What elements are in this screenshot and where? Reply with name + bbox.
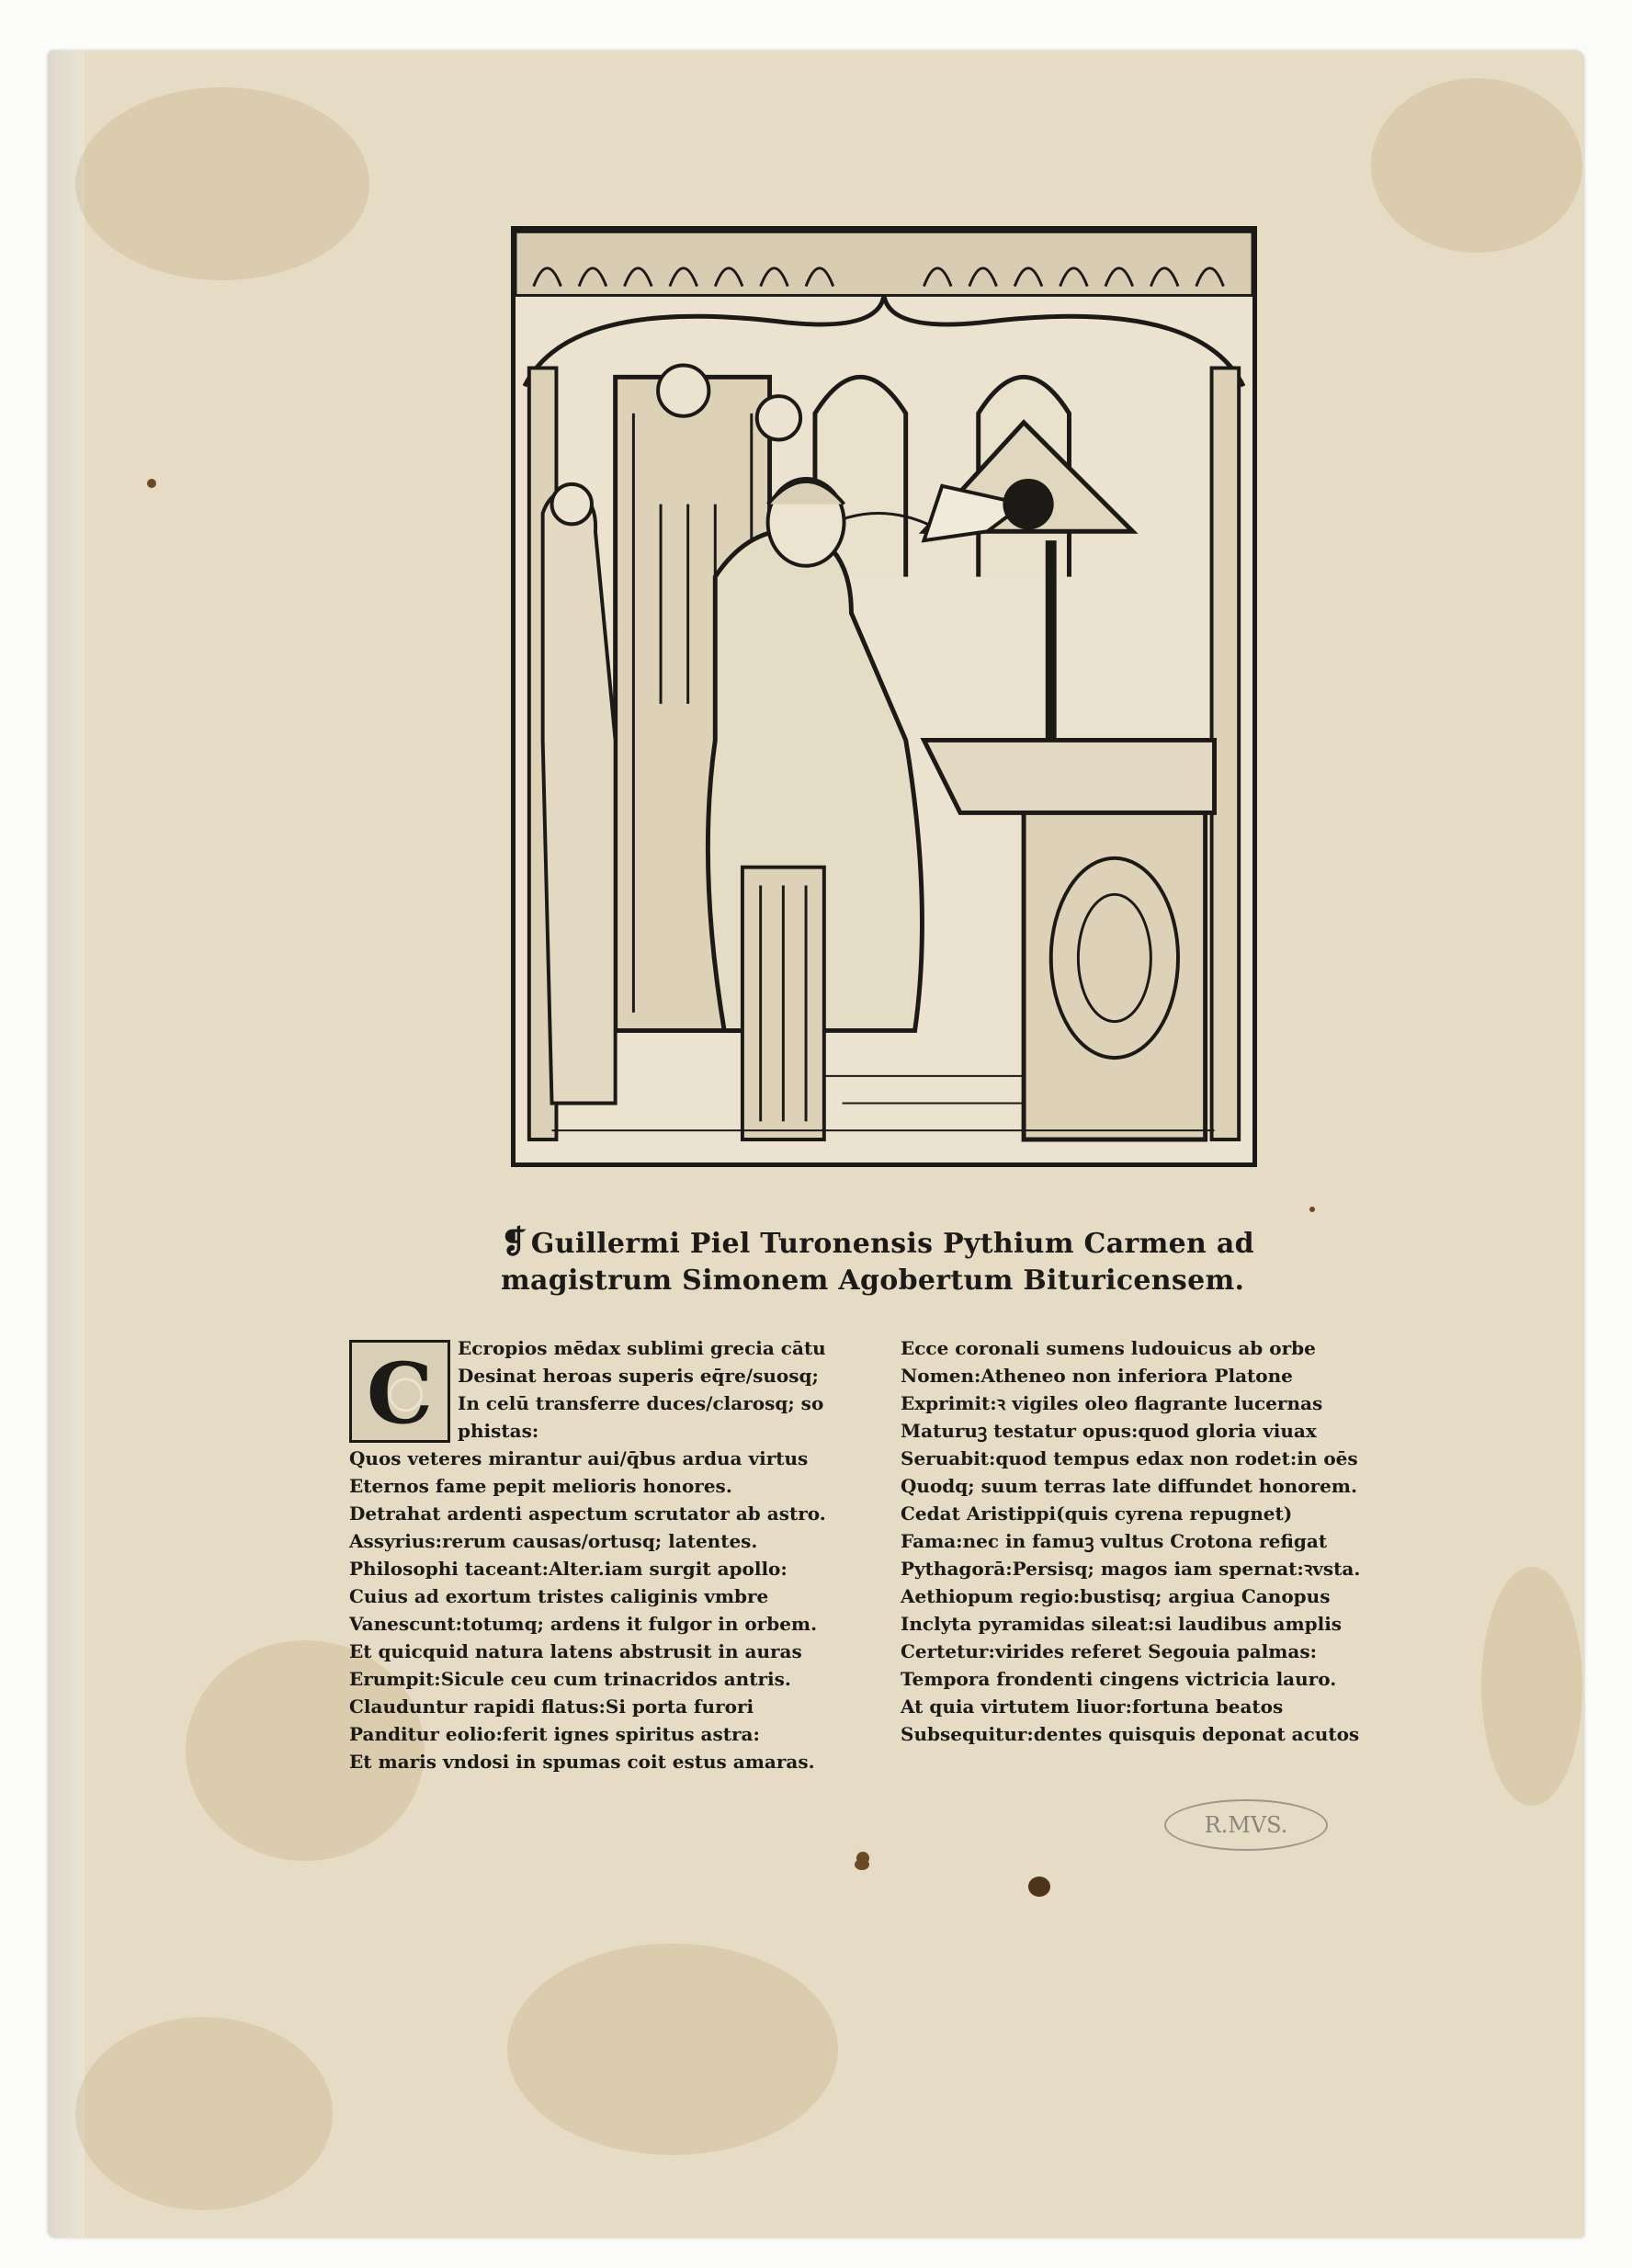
poem-line: Assyrius:rerum causas/ortusq; latentes. xyxy=(349,1530,758,1552)
stain-bottom-center xyxy=(507,1944,838,2155)
poem-line: Quodq; suum terras late diffundet honorem. xyxy=(901,1475,1357,1497)
paper-edge-strip xyxy=(48,51,85,2238)
collection-stamp: R.MVS. xyxy=(1164,1799,1328,1851)
poem-column-right xyxy=(901,1334,1415,1748)
woodcut-illustration xyxy=(511,226,1257,1167)
poem-line: Panditur eolio:ferit ignes spiritus astra: xyxy=(349,1723,760,1745)
stain-top-right xyxy=(1371,78,1582,253)
stain-top-left xyxy=(75,87,369,280)
poem-title xyxy=(501,1224,1328,1299)
poem-line: Cedat Aristippi(quis cyrena repugnet) xyxy=(901,1503,1293,1525)
stain-dot xyxy=(1028,1877,1050,1897)
poem-line: Seruabit:quod tempus edax non rodet:in oēs xyxy=(901,1447,1358,1469)
poem-line: Maturuꝫ testatur opus:quod gloria viuax xyxy=(901,1420,1317,1442)
poem-line: Et maris vndosi in spumas coit estus amaras. xyxy=(349,1751,815,1773)
poem-line: Fama:nec in famuꝫ vultus Crotona refigat xyxy=(901,1530,1328,1552)
poem-line: Nomen:Atheneo non inferiora Platone xyxy=(901,1365,1293,1387)
woodcut-svg xyxy=(516,231,1252,1162)
poem-line: Subsequitur:dentes quisquis deponat acutos xyxy=(901,1723,1360,1745)
poem-line: Clauduntur rapidi flatus:Si porta furori xyxy=(349,1695,754,1718)
poem-line: Desinat heroas superis eq̄re/suosq; xyxy=(458,1365,819,1387)
poem-title-line-2: magistrum Simonem Agobertum Bituricensem. xyxy=(501,1264,1245,1297)
poem-line: Erumpit:Sicule ceu cum trinacridos antris. xyxy=(349,1668,791,1690)
poem-line: Cuius ad exortum tristes caliginis vmbre xyxy=(349,1585,769,1607)
poem-line: phistas: xyxy=(458,1420,539,1442)
poem-line: Et quicquid natura latens abstrusit in auras xyxy=(349,1640,802,1662)
poem-line: Exprimit:ꝛ vigiles oleo flagrante lucernas xyxy=(901,1392,1323,1414)
poem-line: Vanescunt:totumq; ardens it fulgor in orbem. xyxy=(349,1613,818,1635)
poem-line: Certetur:virides referet Segouia palmas: xyxy=(901,1640,1318,1662)
poem-line: In celū transferre duces/clarosq; so xyxy=(458,1392,824,1414)
stain-right-edge xyxy=(1481,1567,1582,1806)
stain-dot xyxy=(855,1859,869,1870)
poem-line: Philosophi taceant:Alter.iam surgit apollo: xyxy=(349,1558,788,1580)
poem-line: Detrahat ardenti aspectum scrutator ab astro. xyxy=(349,1503,826,1525)
poem-line: Ecropios mēdax sublimi grecia cātu xyxy=(458,1337,826,1359)
poem-line: Ecce coronali sumens ludouicus ab orbe xyxy=(901,1337,1316,1359)
poem-line: Quos veteres mirantur aui/q̄bus ardua virtus xyxy=(349,1447,809,1469)
poem-title-line-1 xyxy=(501,1224,1328,1263)
stain-dot xyxy=(147,479,156,488)
initial-letter: C xyxy=(366,1345,434,1440)
poem-line: Inclyta pyramidas sileat:si laudibus amplis xyxy=(901,1613,1343,1635)
poem-line: Tempora frondenti cingens victricia lauro. xyxy=(901,1668,1337,1690)
stain-dot xyxy=(1309,1207,1315,1212)
poem-line: Aethiopum regio:bustisq; argiua Canopus xyxy=(901,1585,1331,1607)
poem-column-left xyxy=(349,1334,864,1775)
poem-title-text-1: Guillermi Piel Turonensis Pythium Carmen ad xyxy=(530,1228,1254,1260)
poem-line: Pythagorā:Persisq; magos iam spernat:ꝛvsta. xyxy=(901,1558,1361,1580)
pilcrow-mark: ❡ xyxy=(501,1224,527,1261)
poem-line: At quia virtutem liuor:fortuna beatos xyxy=(901,1695,1284,1718)
stain-bottom-left xyxy=(75,2017,333,2210)
poem-line: Eternos fame pepit melioris honores. xyxy=(349,1475,732,1497)
